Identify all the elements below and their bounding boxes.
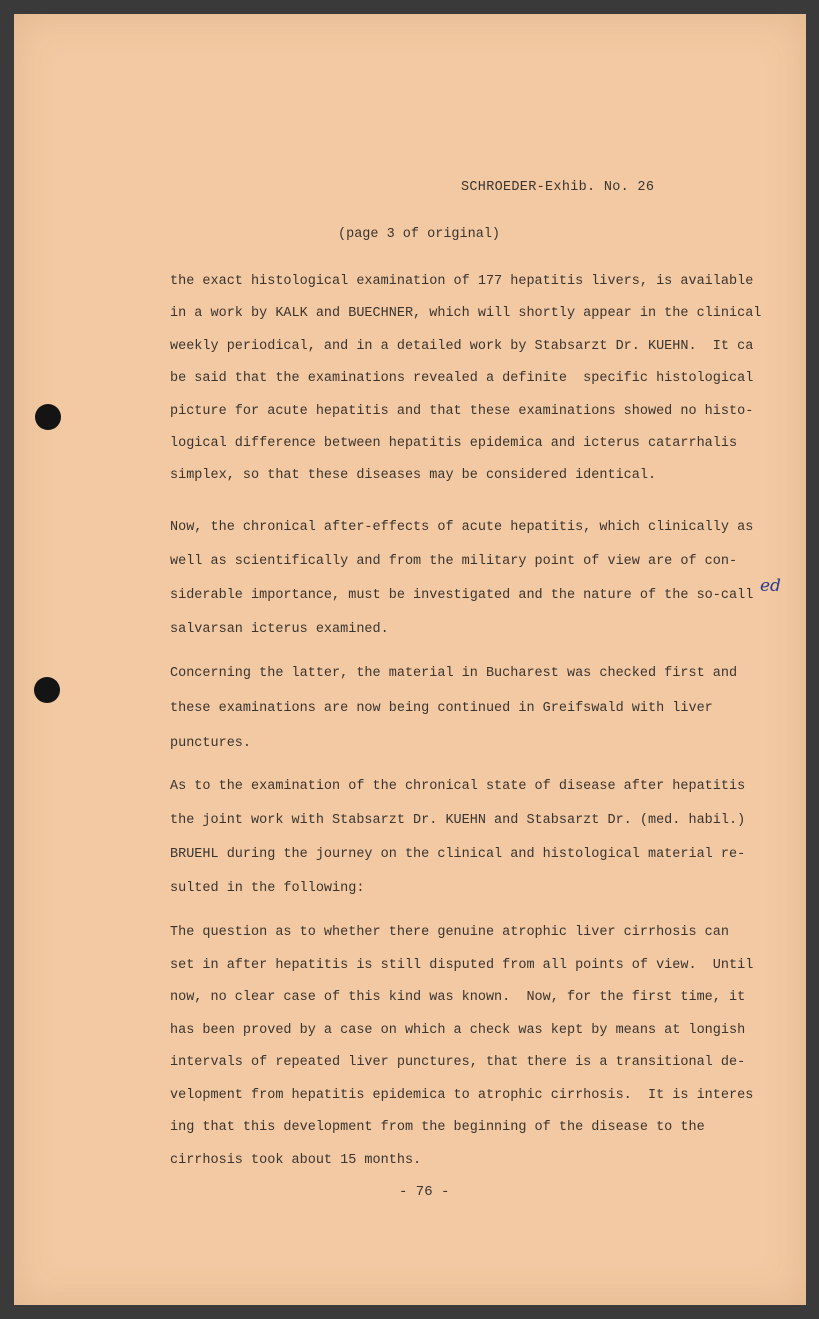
- original-page-note: (page 3 of original): [338, 227, 501, 242]
- exhibit-number: SCHROEDER-Exhib. No. 26: [461, 180, 655, 195]
- paragraph-4: As to the examination of the chronical state of disease after hepatitis the joint work with Stabsarzt Dr. KUEHN and Stabsarzt Dr. (med. habil.) BRUEHL during the journey on the clinical and histological material re- sulted in the following:: [170, 779, 746, 896]
- page-number: - 76 -: [399, 1184, 450, 1200]
- paragraph-1: the exact histological examination of 177 hepatitis livers, is available in a work by KALK and BUECHNER, which will shortly appear in the clinical weekly periodical, and in a detailed work by Stabsarzt Dr. KUEHN. It ca be said that the examinations revealed a definite specific histological picture for acute hepatitis and that these examinations showed no histo- logical difference between hepatitis epidemica and icterus catarrhalis simplex, so that these diseases may be considered identical.: [170, 274, 762, 484]
- paragraph-5: The question as to whether there genuine atrophic liver cirrhosis can set in after hepatitis is still disputed from all points of view. Until now, no clear case of this kind was known. Now, for the first time, it has been proved by a case on which a check was kept by means at longish intervals of repeated liver punctures, that there is a transitional de- velopment from hepatitis epidemica to atrophic cirrhosis. It is interes ing that this development from the beginning of the disease to the cirrhosis took about 15 months.: [170, 925, 754, 1168]
- handwritten-correction: ed: [760, 576, 781, 596]
- document-page: [14, 14, 806, 1305]
- paragraph-2: Now, the chronical after-effects of acute hepatitis, which clinically as well as scientifically and from the military point of view are of con- siderable importance, must be investigated and the nature of the so-call salvarsan icterus examined.: [170, 520, 754, 637]
- punch-hole: [34, 677, 60, 703]
- paragraph-3: Concerning the latter, the material in Bucharest was checked first and these examinations are now being continued in Greifswald with liver punctures.: [170, 666, 738, 751]
- punch-hole: [35, 404, 61, 430]
